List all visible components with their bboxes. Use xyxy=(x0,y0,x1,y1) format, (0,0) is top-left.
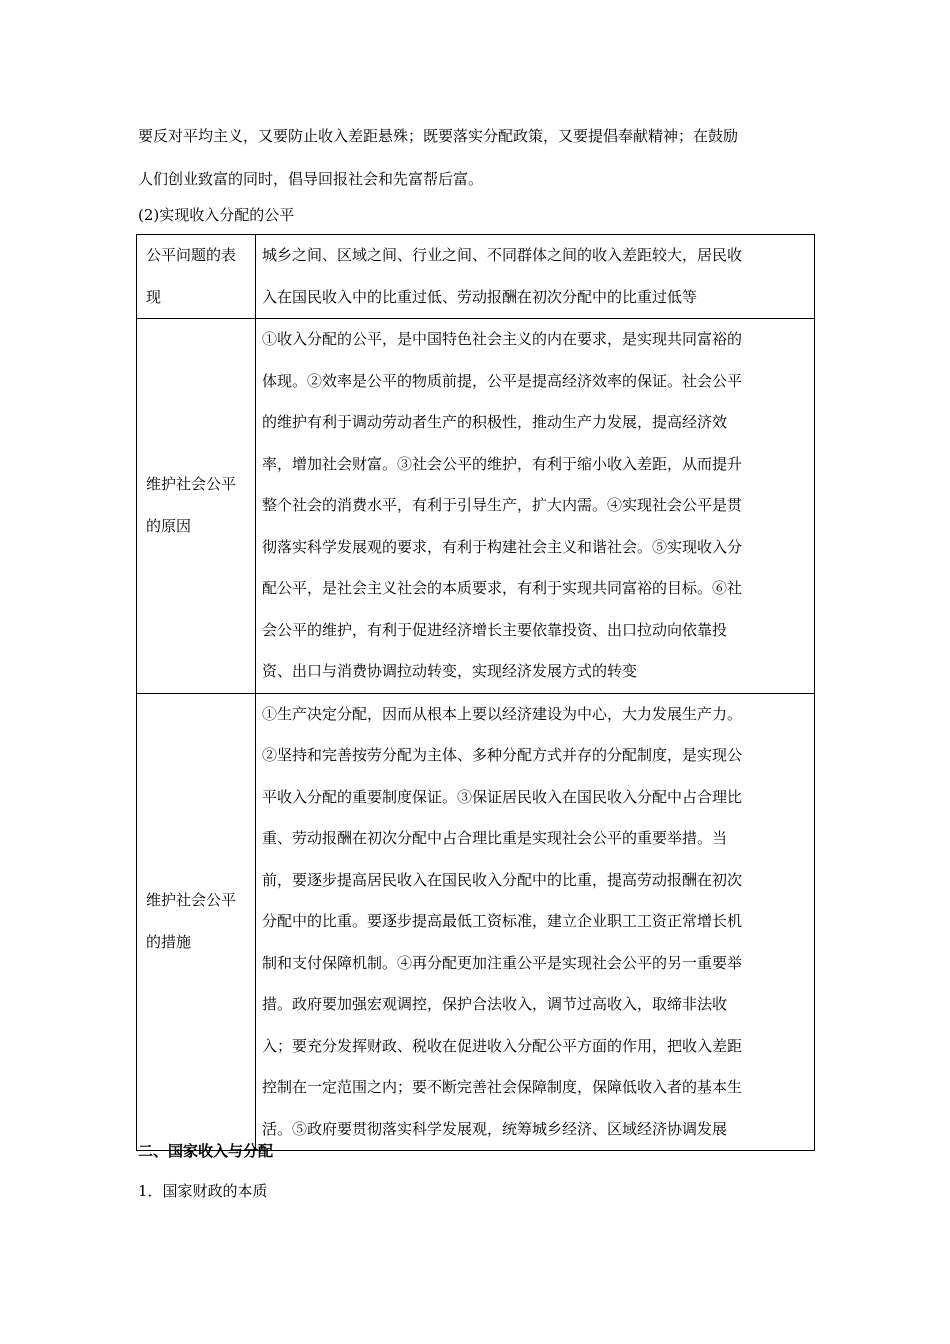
row-content-cell xyxy=(256,235,815,319)
row-content-line: 的维护有利于调动劳动者生产的积极性，推动生产力发展，提高经济效 xyxy=(262,413,728,431)
row-label-line: 现 xyxy=(146,287,162,306)
intro-paragraph-line: 要反对平均主义，又要防止收入差距悬殊；既要落实分配政策，又要提倡奉献精神；在鼓励 xyxy=(138,127,739,145)
row-content-line: 城乡之间、区域之间、行业之间、不同群体之间的收入差距较大，居民收 xyxy=(262,246,743,264)
row-content-line: 控制在一定范围之内；要不断完善社会保障制度，保障低收入者的基本生 xyxy=(262,1078,743,1096)
row-content-cell xyxy=(256,693,815,1151)
numbered-item-heading: 1．国家财政的本质 xyxy=(138,1182,268,1200)
row-label-line: 维护社会公平 xyxy=(146,891,237,910)
row-label-line: 维护社会公平 xyxy=(146,475,237,494)
row-content-line: 整个社会的消费水平，有利于引导生产，扩大内需。④实现社会公平是贯 xyxy=(262,496,743,514)
row-content-line: 活。⑤政府要贯彻落实科学发展观，统筹城乡经济、区域经济协调发展 xyxy=(262,1119,728,1138)
row-content-line: 彻落实科学发展观的要求，有利于构建社会主义和谐社会。⑤实现收入分 xyxy=(262,537,743,556)
row-label-cell xyxy=(137,235,256,319)
row-content-line: ①生产决定分配，因而从根本上要以经济建设为中心，大力发展生产力。 xyxy=(262,704,743,723)
row-content-line: 会公平的维护，有利于促进经济增长主要依靠投资、出口拉动向依靠投 xyxy=(262,620,728,639)
row-content-line: ②坚持和完善按劳分配为主体、多种分配方式并存的分配制度，是实现公 xyxy=(262,746,743,764)
section-heading: 二、国家收入与分配 xyxy=(138,1142,274,1160)
row-label-line: 的原因 xyxy=(146,516,192,535)
row-label-cell xyxy=(137,693,256,1151)
fairness-table-body xyxy=(137,235,815,1151)
row-content-line: ①收入分配的公平，是中国特色社会主义的内在要求，是实现共同富裕的 xyxy=(262,330,743,348)
table-row xyxy=(137,693,815,1151)
fairness-table xyxy=(136,234,815,1151)
row-content-line: 入；要充分发挥财政、税收在促进收入分配公平方面的作用，把收入差距 xyxy=(262,1036,743,1055)
row-content-line: 措。政府要加强宏观调控，保护合法收入，调节过高收入，取缔非法收 xyxy=(262,995,728,1013)
table-row xyxy=(137,235,815,319)
row-content-line: 前，要逐步提高居民收入在国民收入分配中的比重，提高劳动报酬在初次 xyxy=(262,870,743,889)
intro-paragraph-line: 人们创业致富的同时，倡导回报社会和先富帮后富。 xyxy=(138,170,484,188)
row-content-line: 制和支付保障机制。④再分配更加注重公平是实现社会公平的另一重要举 xyxy=(262,953,743,972)
subsection-heading: (2)实现收入分配的公平 xyxy=(138,206,295,224)
row-label-line: 的措施 xyxy=(146,932,192,951)
row-content-line: 资、出口与消费协调拉动转变，实现经济发展方式的转变 xyxy=(262,662,638,680)
row-content-line: 配公平，是社会主义社会的本质要求，有利于实现共同富裕的目标。⑥社 xyxy=(262,579,743,597)
row-content-line: 入在国民收入中的比重过低、劳动报酬在初次分配中的比重过低等 xyxy=(262,287,698,306)
row-content-cell xyxy=(256,319,815,694)
table-row xyxy=(137,319,815,694)
row-content-line: 重、劳动报酬在初次分配中占合理比重是实现社会公平的重要举措。当 xyxy=(262,829,728,847)
row-content-line: 平收入分配的重要制度保证。③保证居民收入在国民收入分配中占合理比 xyxy=(262,787,743,806)
row-label-cell xyxy=(137,319,256,694)
row-content-line: 率，增加社会财富。③社会公平的维护，有利于缩小收入差距，从而提升 xyxy=(262,454,743,473)
row-label-line: 公平问题的表 xyxy=(146,246,237,264)
row-content-line: 分配中的比重。要逐步提高最低工资标准，建立企业职工工资正常增长机 xyxy=(262,912,743,930)
row-content-line: 体现。②效率是公平的物质前提，公平是提高经济效率的保证。社会公平 xyxy=(262,371,743,390)
